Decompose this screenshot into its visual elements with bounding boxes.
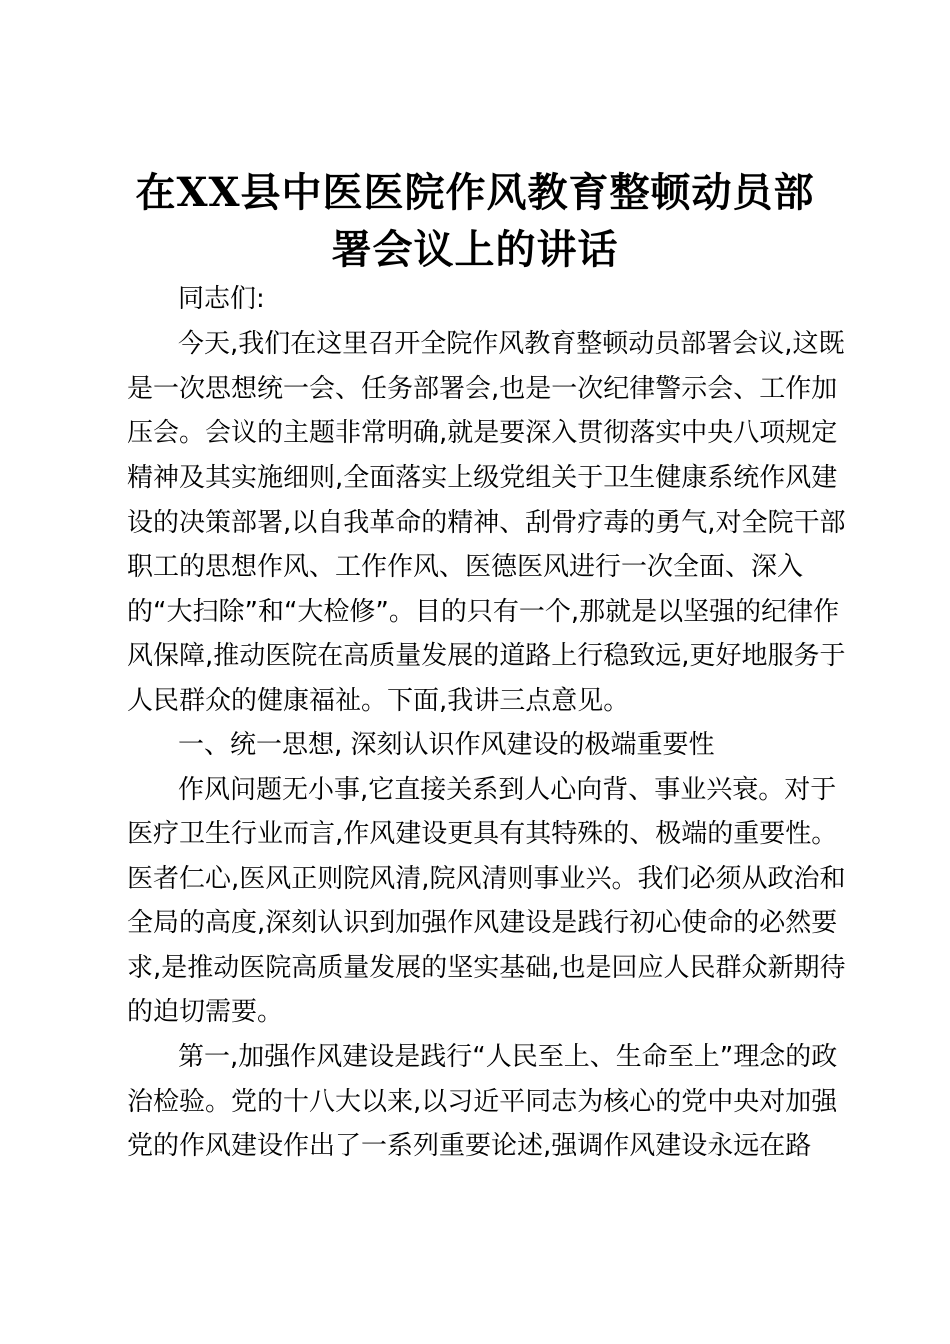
paragraph-2-line-2: 医疗卫生行业而言,作风建设更具有其特殊的、极端的重要性。 — [127, 819, 838, 849]
paragraph-3-line-3: 党的作风建设作出了一系列重要论述,强调作风建设永远在路 — [127, 1131, 812, 1161]
paragraph-1-line-8: 风保障,推动医院在高质量发展的道路上行稳致远,更好地服务于 — [127, 641, 846, 671]
paragraph-3-line-2: 治检验。党的十八大以来,以习近平同志为核心的党中央对加强 — [127, 1087, 838, 1117]
document-title — [110, 164, 840, 278]
paragraph-3-line-1: 第一,加强作风建设是践行“人民至上、生命至上”理念的政 — [178, 1042, 838, 1072]
paragraph-1-line-5: 设的决策部署,以自我革命的精神、刮骨疗毒的勇气,对全院干部 — [127, 508, 846, 538]
paragraph-2-line-6: 的迫切需要。 — [127, 997, 284, 1027]
paragraph-2-line-1: 作风问题无小事,它直接关系到人心向背、事业兴衰。对于 — [178, 775, 837, 805]
paragraph-1-line-7: 的“大扫除”和“大检修”。目的只有一个,那就是以坚强的纪律作 — [127, 597, 840, 627]
paragraph-1-line-9: 人民群众的健康福祉。下面,我讲三点意见。 — [127, 686, 630, 716]
section-heading-1: 一、统一思想, 深刻认识作风建设的极端重要性 — [178, 730, 715, 760]
title-line-1: 在XX县中医医院作风教育整顿动员部 — [135, 169, 815, 216]
paragraph-1-line-6: 职工的思想作风、工作作风、医德医风进行一次全面、深入 — [127, 552, 804, 582]
title-line-2: 署会议上的讲话 — [331, 226, 619, 273]
paragraph-2-line-5: 求,是推动医院高质量发展的坚实基础,也是回应人民群众新期待 — [127, 953, 846, 983]
paragraph-2-line-4: 全局的高度,深刻认识到加强作风建设是践行初心使命的必然要 — [127, 908, 838, 938]
paragraph-1-line-4: 精神及其实施细则,全面落实上级党组关于卫生健康系统作风建 — [127, 463, 838, 493]
paragraph-1-line-1: 今天,我们在这里召开全院作风教育整顿动员部署会议,这既 — [178, 329, 845, 359]
salutation: 同志们: — [178, 284, 265, 314]
paragraph-1-line-2: 是一次思想统一会、任务部署会,也是一次纪律警示会、工作加 — [127, 374, 838, 404]
paragraph-2-line-3: 医者仁心,医风正则院风清,院风清则事业兴。我们必须从政治和 — [127, 864, 846, 894]
paragraph-1-line-3: 压会。会议的主题非常明确,就是要深入贯彻落实中央八项规定 — [127, 418, 838, 448]
